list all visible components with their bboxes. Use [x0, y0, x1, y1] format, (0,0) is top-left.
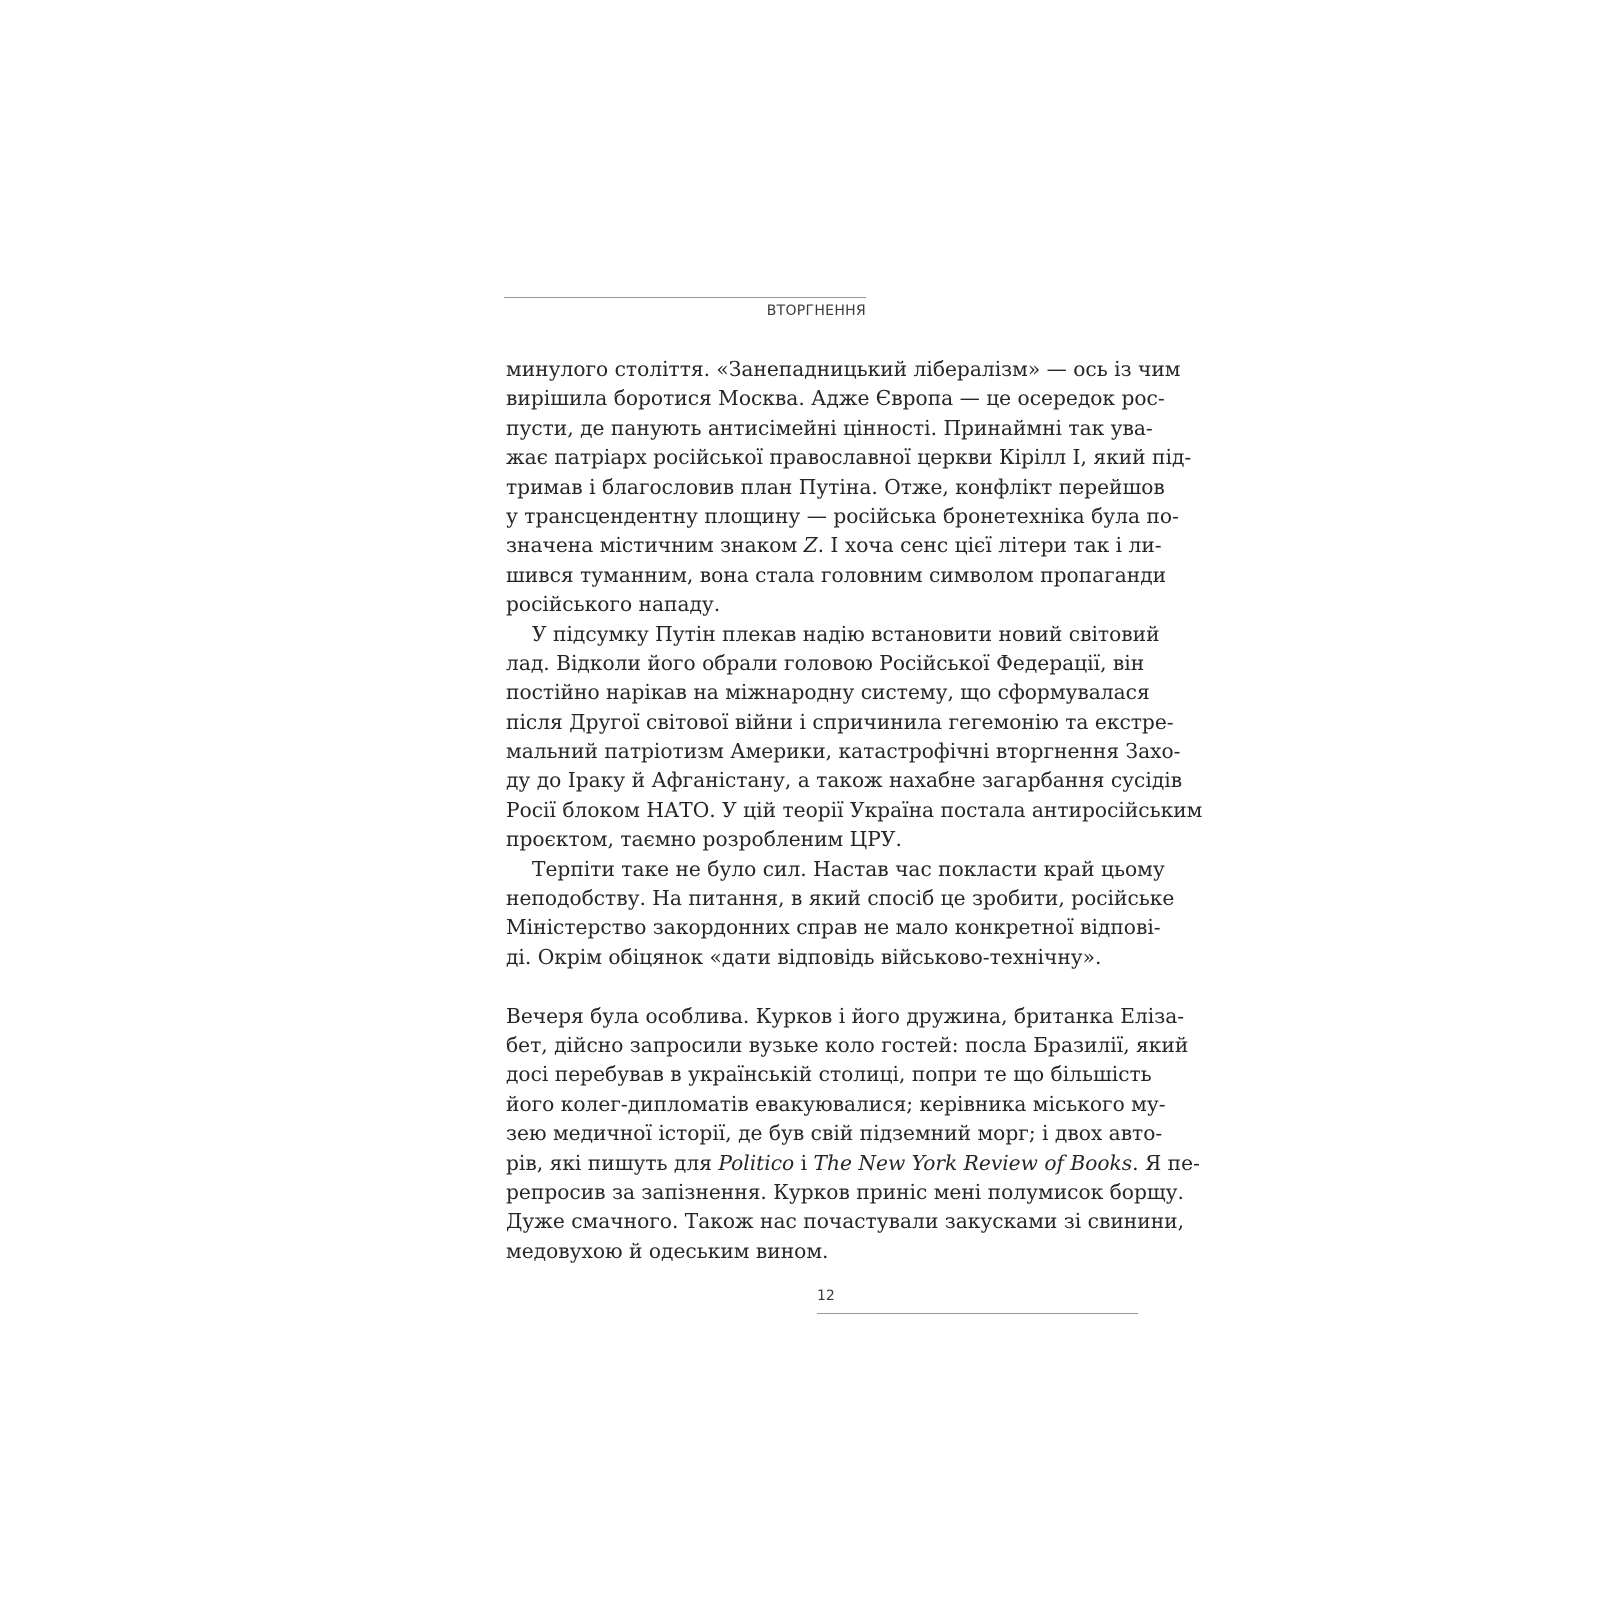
text-line: бет, дійсно запросили вузьке коло гостей: посла Бразилії, який [506, 1032, 1189, 1057]
paragraph-4 [506, 1002, 1200, 1267]
text-line: Терпіти таке не було сил. Настав час покласти край цьому [532, 856, 1165, 881]
text-line: досі перебував в українській столиці, попри те що більшість [506, 1062, 1152, 1087]
text-line: проєктом, таємно розробленим ЦРУ. [506, 827, 902, 852]
text-line: минулого століття. «Занепадницький лібералізм» — ось із чим [506, 357, 1181, 381]
text-line: ду до Іраку й Афганістану, а також нахабне загарбання сусідів [506, 768, 1183, 793]
text-line: мальний патріотизм Америки, катастрофічні вторгнення Захо- [506, 739, 1181, 764]
text-line: постійно нарікав на міжнародну систему, що сформувалася [506, 680, 1150, 705]
text-line: Росії блоком НАТО. У цій теорії Україна постала антиросійським [506, 797, 1203, 822]
text-line: У підсумку Путін плекав надію встановити новий світовий [532, 621, 1160, 646]
text-line: репросив за запізнення. Курков приніс мені полумисок борщу. [506, 1179, 1184, 1204]
text-line: неподобству. На питання, в який спосіб це зробити, російське [506, 886, 1175, 911]
page-number: 12 [817, 1288, 835, 1304]
text-line [506, 1149, 1200, 1178]
text-line: у трансцендентну площину — російська бронетехніка була по- [506, 503, 1179, 528]
text-segment: рів, які пишуть для [506, 1150, 719, 1175]
body-text [506, 355, 1203, 1266]
text-segment: значена містичним знаком [506, 533, 804, 558]
paragraph-3 [506, 855, 1175, 973]
paragraph-2 [506, 620, 1203, 855]
italic-letter-z: Z [803, 533, 818, 558]
text-line: шився туманним, вона стала головним символом пропаганди [506, 562, 1167, 587]
text-line: пусти, де панують антисімейні цінності. Принаймні так ува- [506, 415, 1153, 440]
text-segment: . І хоча сенс цієї літери так і ли- [817, 533, 1162, 558]
section-break [506, 972, 1142, 1001]
header-rule [504, 297, 866, 298]
text-line: Дуже смачного. Також нас почастували закусками зі свинини, [506, 1209, 1185, 1234]
text-line: ді. Окрім обіцянок «дати відповідь військово-технічну». [506, 944, 1102, 969]
paragraph-1 [506, 355, 1192, 620]
text-line: вирішила боротися Москва. Адже Європа — це осередок рос- [506, 386, 1165, 411]
italic-title-politico: Politico [718, 1150, 795, 1175]
running-head: ВТОРГНЕННЯ [766, 303, 866, 319]
text-segment: . Я пе- [1132, 1150, 1200, 1175]
text-line: лад. Відколи його обрали головою Російської Федерації, він [506, 650, 1145, 675]
text-line: зею медичної історії, де був свій підземний морг; і двох авто- [506, 1121, 1163, 1146]
footer-rule [817, 1313, 1138, 1314]
italic-title-nyrb: The New York Review of Books [813, 1150, 1133, 1175]
text-segment: і [794, 1150, 814, 1175]
text-line: російського нападу. [506, 592, 721, 617]
text-line: жає патріарх російської православної церкви Кірілл I, який під- [506, 445, 1192, 470]
text-line: Вечеря була особлива. Курков і його дружина, британка Еліза- [506, 1003, 1185, 1028]
text-line: його колег-дипломатів евакуювалися; керівника міського му- [506, 1091, 1166, 1116]
text-line: тримав і благословив план Путіна. Отже, конфлікт перейшов [506, 474, 1165, 499]
text-line: медовухою й одеським вином. [506, 1238, 829, 1263]
text-line [506, 531, 1162, 560]
text-line: Міністерство закордонних справ не мало конкретної відпові- [506, 915, 1161, 940]
text-line: після Другої світової війни і спричинила гегемонію та екстре- [506, 709, 1174, 734]
